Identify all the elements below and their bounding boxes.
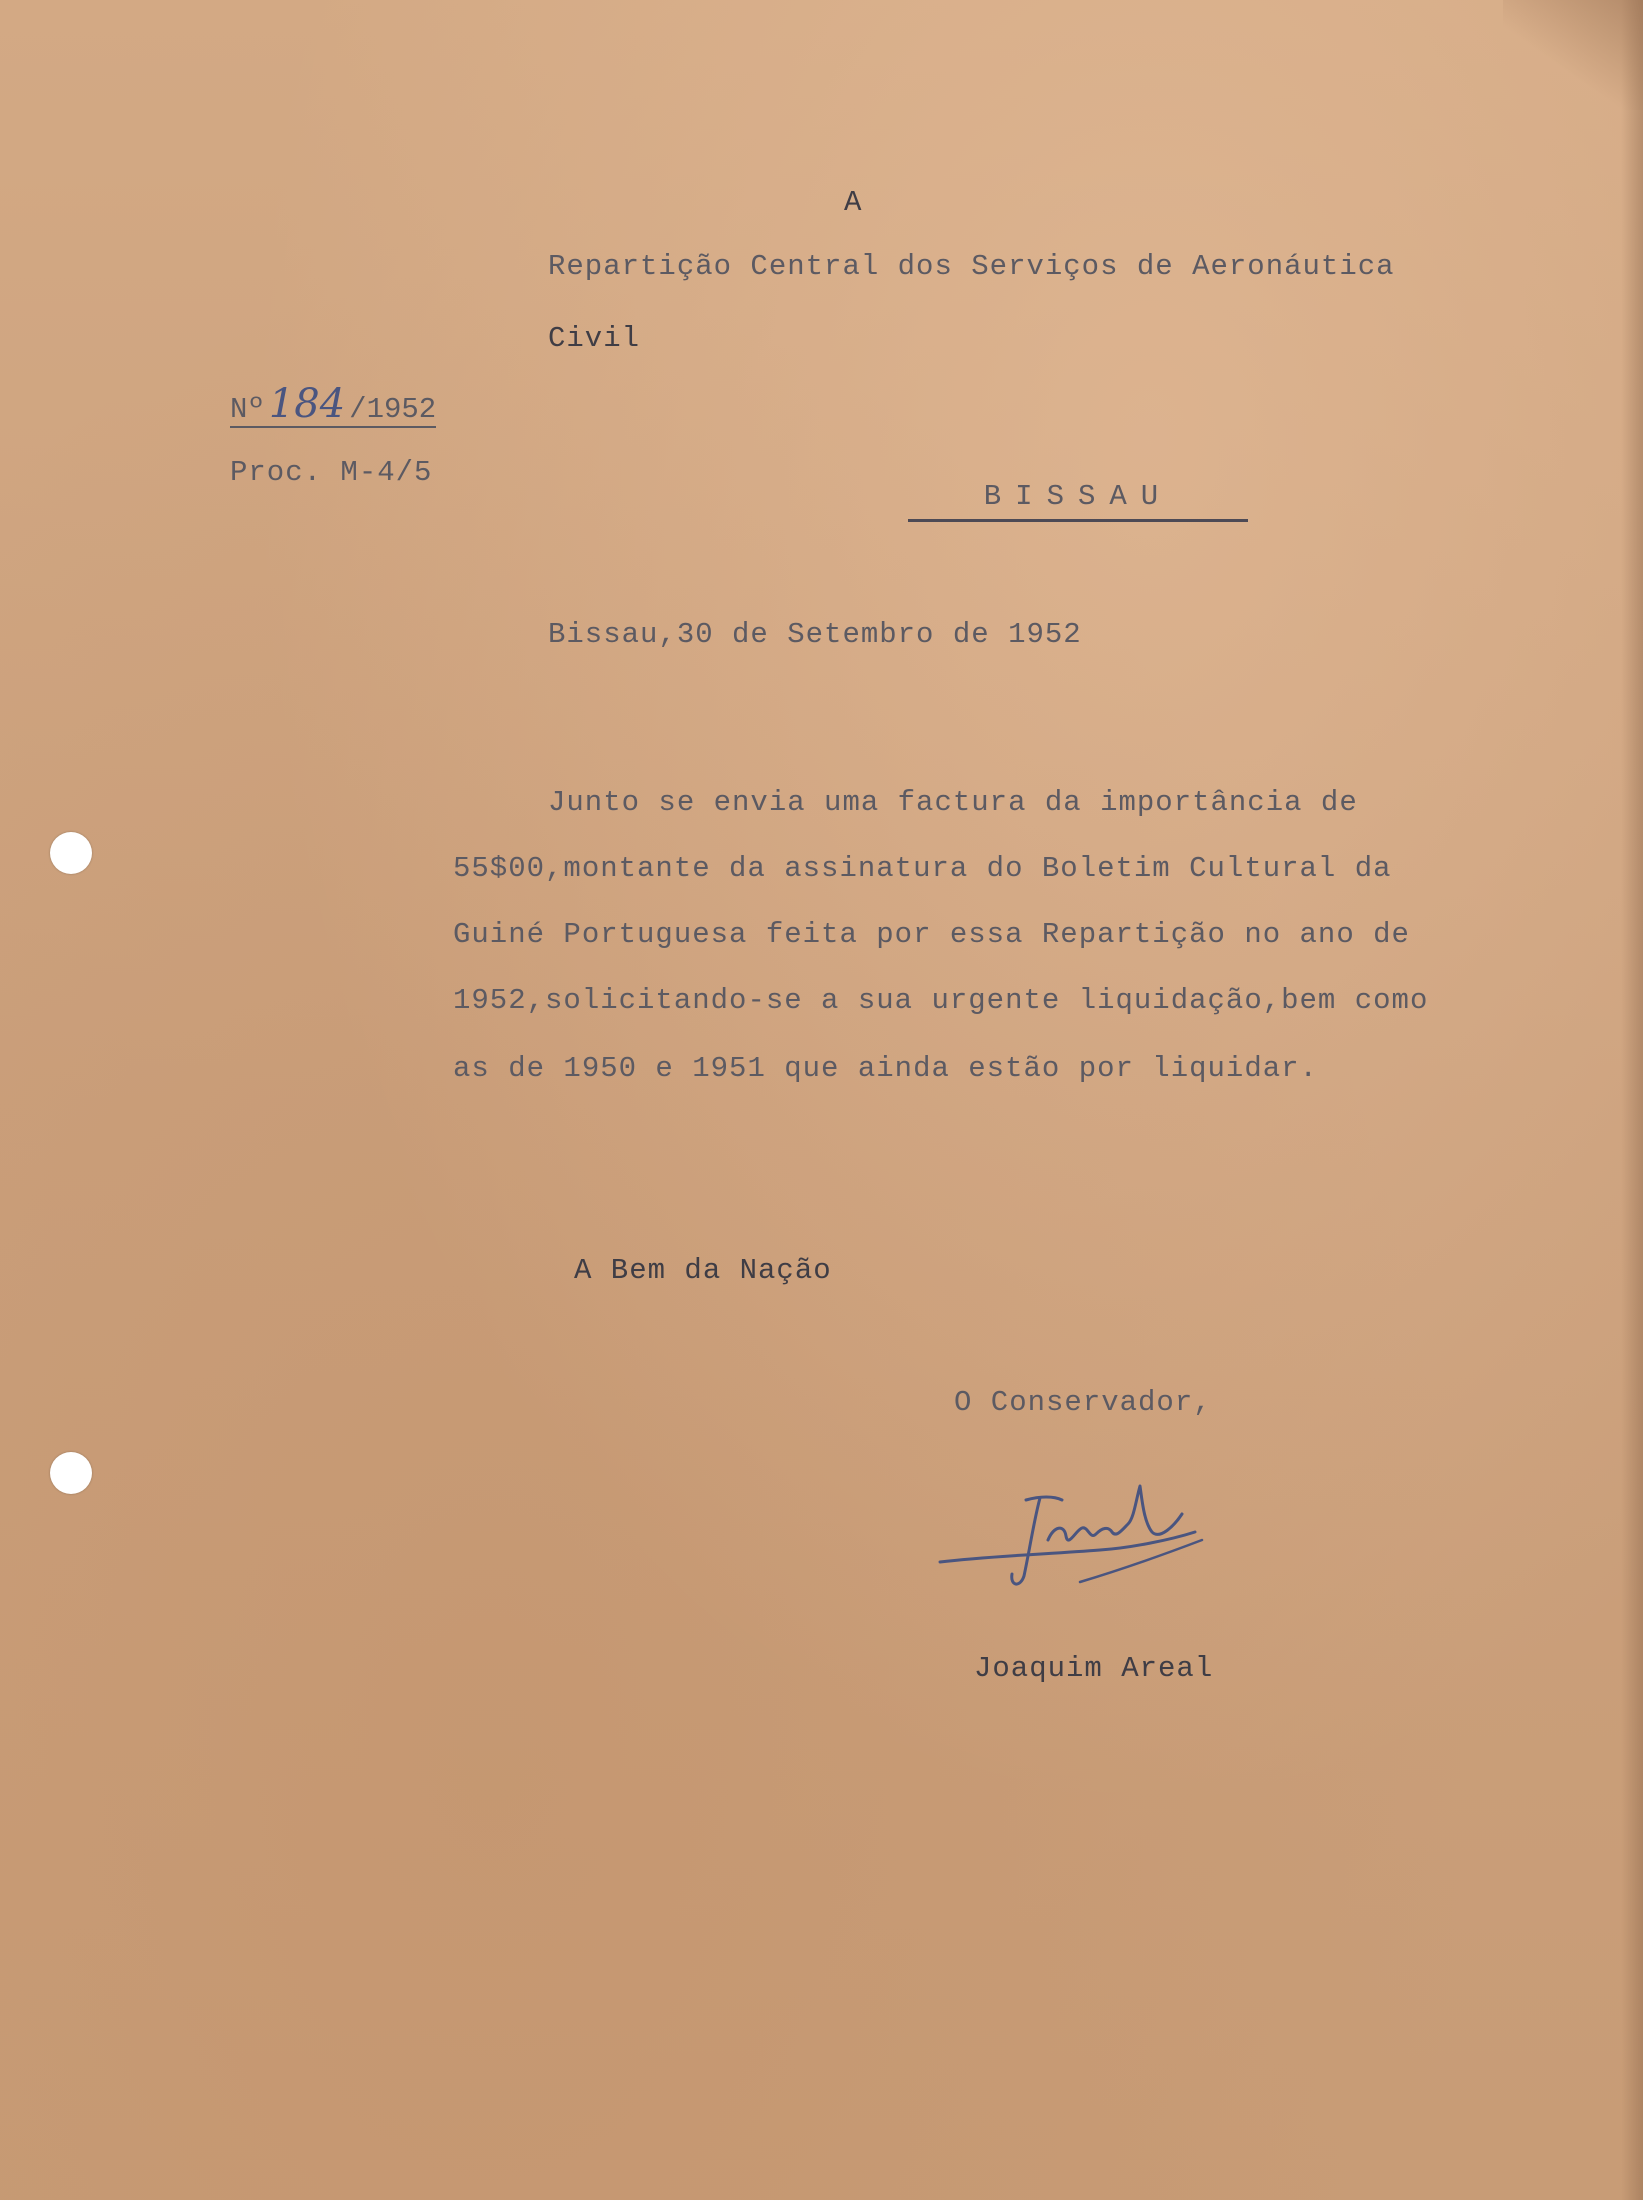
reference-number	[230, 381, 437, 428]
recipient-line-2: Civil	[548, 322, 641, 355]
destination-heading: BISSAU	[908, 480, 1248, 522]
body-line-3: Guiné Portuguesa feita por essa Repartição no ano de	[453, 918, 1410, 951]
body-line-4: 1952,solicitando-se a sua urgente liquidação,bem como	[453, 984, 1429, 1017]
recipient-prefix: A	[844, 186, 863, 219]
handwritten-signature	[930, 1470, 1220, 1600]
body-line-5: as de 1950 e 1951 que ainda estão por liquidar.	[453, 1052, 1318, 1085]
body-line-2: 55$00,montante da assinatura do Boletim Cultural da	[453, 852, 1392, 885]
process-reference: Proc. M-4/5	[230, 456, 433, 489]
punch-hole-top	[50, 832, 92, 874]
recipient-line-1: Repartição Central dos Serviços de Aeronáutica	[548, 250, 1395, 283]
signatory-title: O Conservador,	[954, 1386, 1212, 1419]
reference-number-year: /1952	[349, 393, 437, 426]
reference-number-prefix: Nº	[230, 393, 265, 426]
page-edge-shadow	[1621, 0, 1643, 2200]
reference-number-handwritten: 184	[268, 381, 346, 427]
corner-fold	[1503, 0, 1643, 110]
date-line: Bissau,30 de Setembro de 1952	[548, 618, 1082, 651]
closing-salutation: A Bem da Nação	[574, 1254, 832, 1287]
signatory-name: Joaquim Areal	[974, 1652, 1214, 1685]
body-line-1: Junto se envia uma factura da importância de	[548, 786, 1358, 819]
punch-hole-bottom	[50, 1452, 92, 1494]
